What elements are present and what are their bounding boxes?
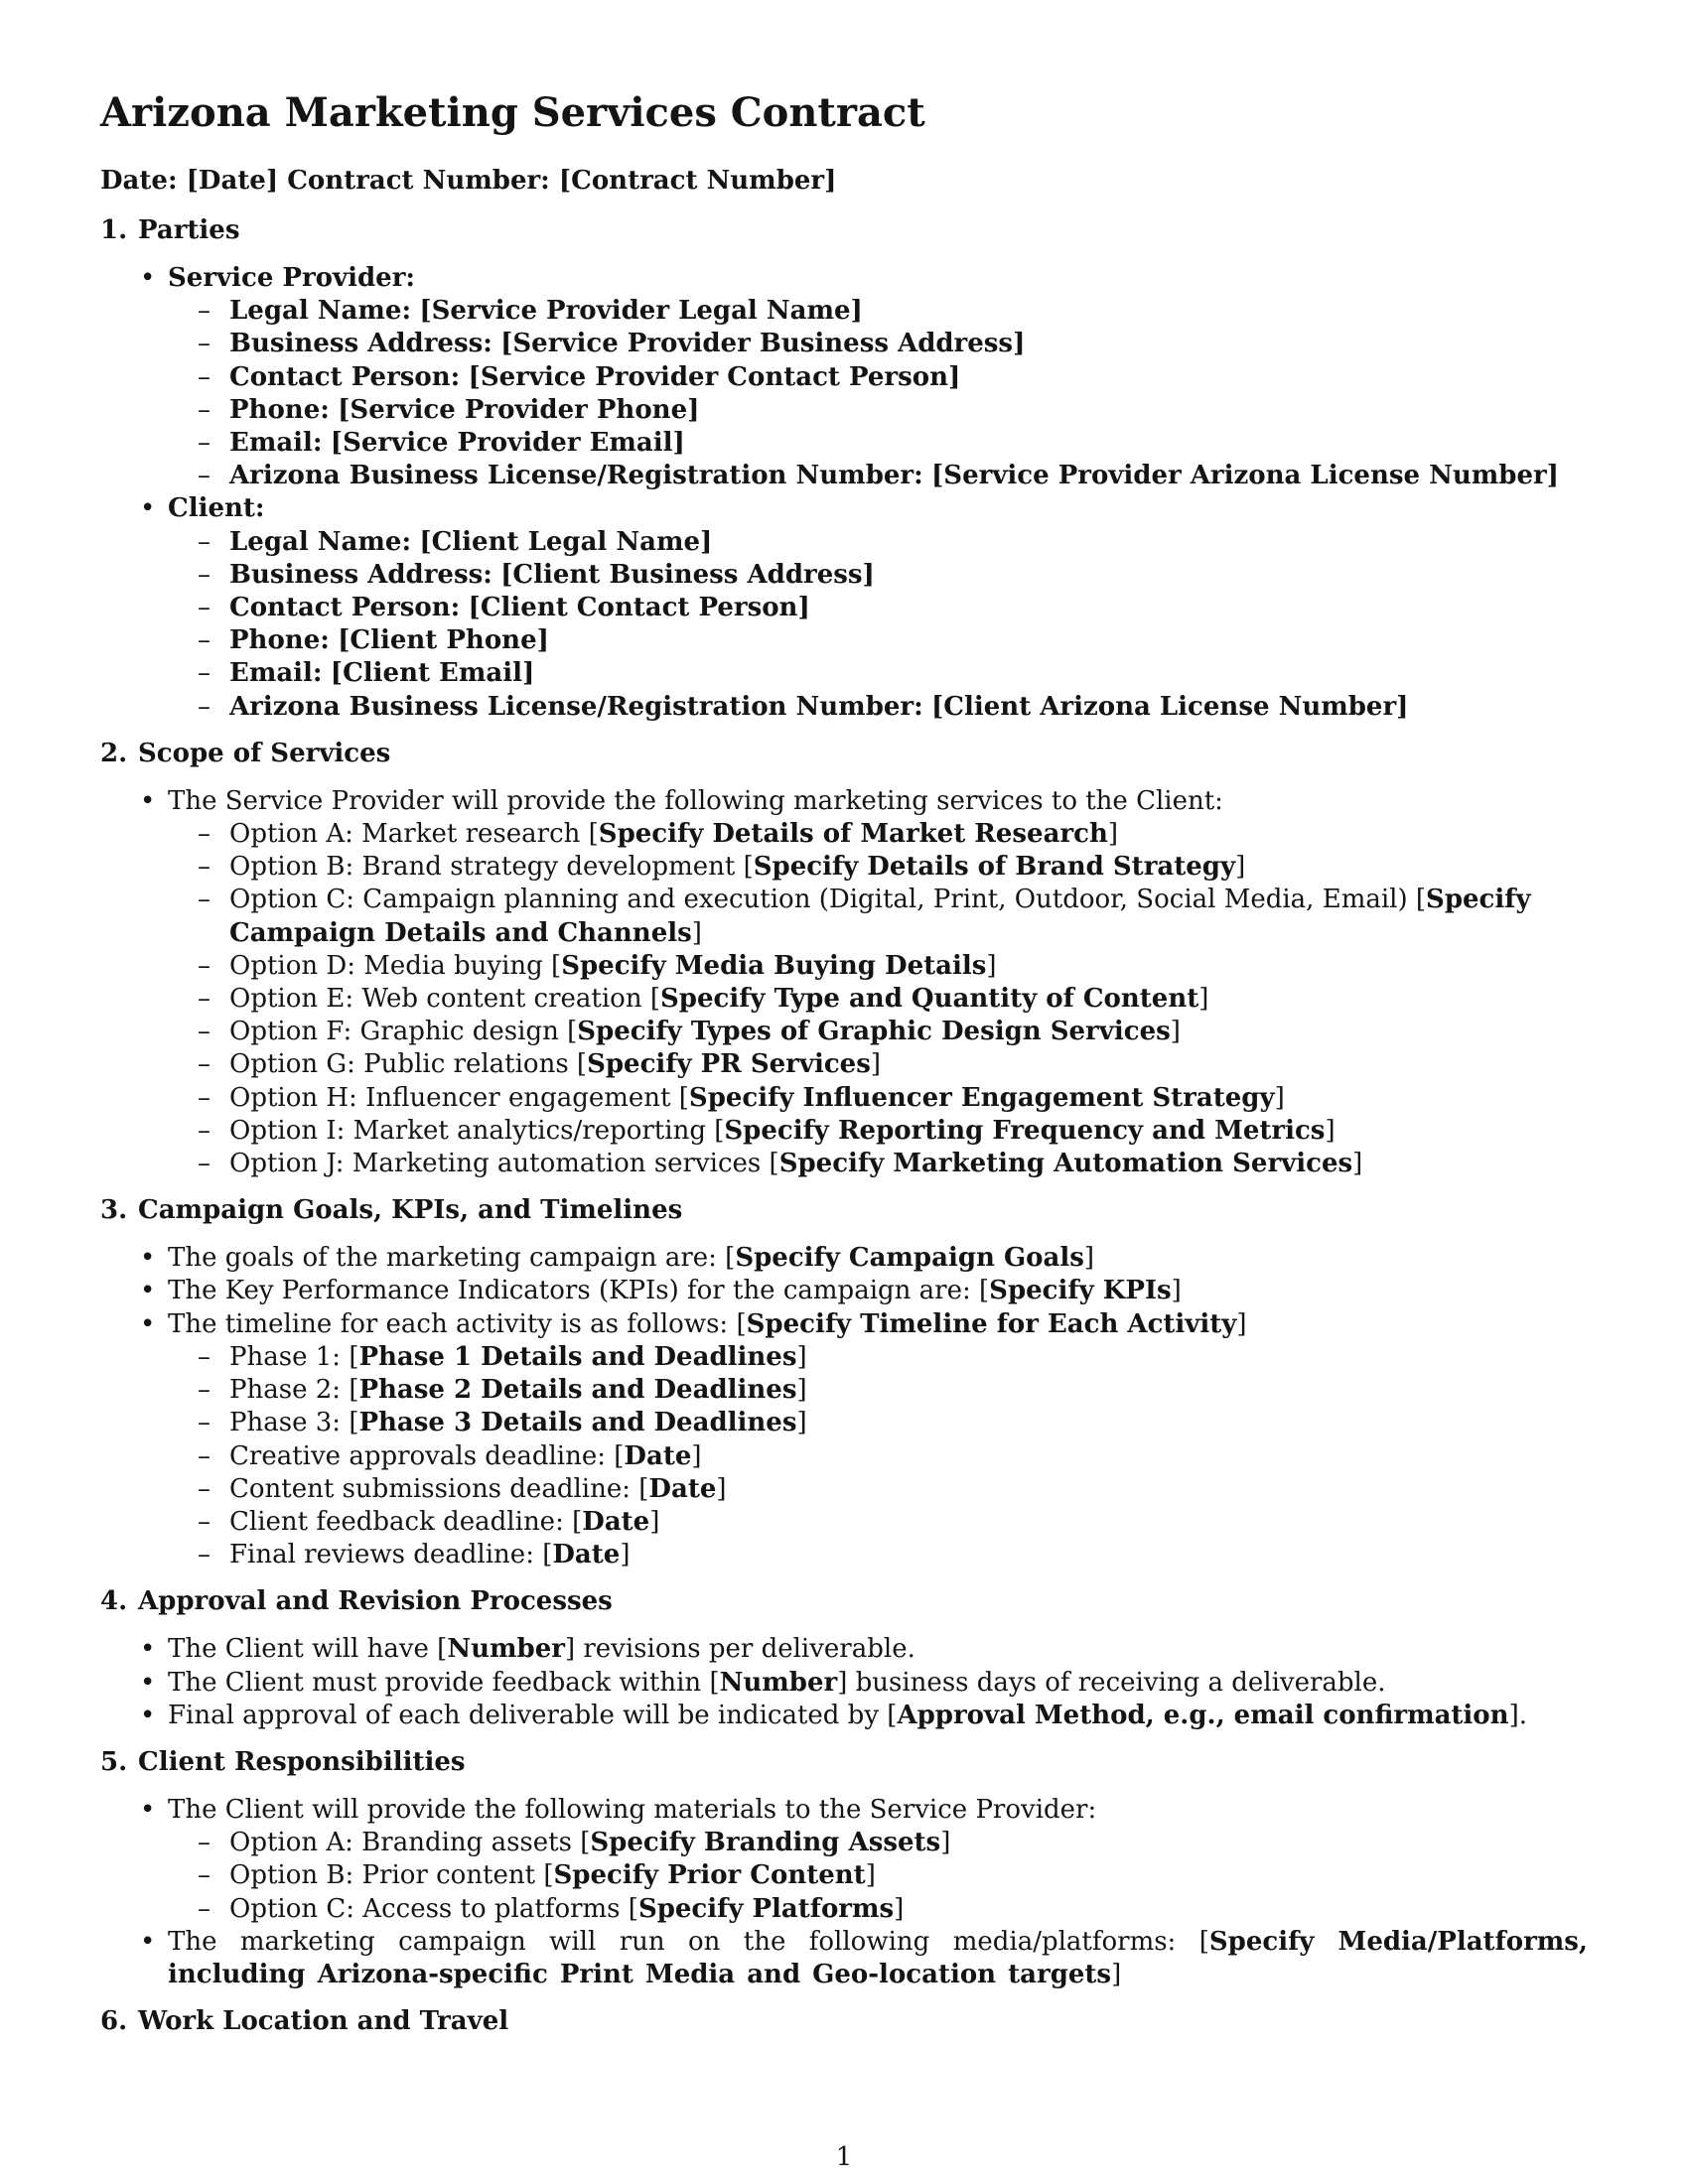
goal-item: • The timeline for each activity is as follows: [Specify Timeline for Each Activity] – Phase 1: [Phase 1 Details and Deadlines] – Phase 2: [Phase 2 Details and Deadlines] – Phase 3: [Phase 3 Details and Deadlines] – Creative approvals deadline: [Date] – Content submissions deadline: [Date] – Client feedback deadline: [Date] – Final reviews deadline: [Date] [168, 1308, 1588, 1572]
field-value: [Client Contact Person] [468, 593, 810, 623]
section-heading: 2. Scope of Services [100, 738, 391, 768]
section-heading: 5. Client Responsibilities [100, 1746, 466, 1777]
section-heading: 4. Approval and Revision Processes [100, 1586, 613, 1617]
client-item [168, 492, 1588, 723]
service-provider-field [229, 427, 1588, 460]
field-label: Legal Name: [229, 526, 412, 557]
item-text: Option F: Graphic design [229, 1017, 568, 1047]
item-text: Option I: Market analytics/reporting [229, 1115, 715, 1146]
field-label: Contact Person: [229, 361, 461, 392]
goals-list [100, 1242, 1588, 1571]
item-text: Option A: Market research [229, 819, 589, 850]
section-work-location [100, 2003, 1588, 2039]
parties-list [100, 262, 1588, 724]
scope-option: – Option I: Market analytics/reporting [Specify Reporting Frequency and Metrics] [229, 1115, 1588, 1148]
item-text-after: . [1518, 1700, 1527, 1730]
service-provider-field [229, 361, 1588, 394]
scope-options [168, 818, 1588, 1180]
client-field [229, 592, 1588, 624]
document-page [100, 85, 1588, 2051]
item-placeholder: Specify Prior Content [553, 1860, 866, 1891]
field-label: Business Address: [229, 559, 492, 590]
timeline-item: – Phase 2: [Phase 2 Details and Deadlines] [229, 1374, 1588, 1407]
item-placeholder: Specify Campaign Details and Channels [229, 885, 1531, 948]
item-text: Option B: Prior content [229, 1860, 544, 1891]
item-placeholder: Date [648, 1473, 717, 1504]
scope-option: – Option B: Brand strategy development [Specify Details of Brand Strategy] [229, 851, 1588, 884]
item-text: Option D: Media buying [229, 950, 552, 981]
item-placeholder: Approval Method, e.g., email confirmation [897, 1700, 1509, 1730]
scope-option: – Option C: Campaign planning and execution (Digital, Print, Outdoor, Social Media, Email) [Specify Campaign Details and Channels] [229, 884, 1588, 949]
field-label: Arizona Business License/Registration Number: [229, 691, 923, 722]
item-placeholder: Specify Media Buying Details [561, 950, 987, 981]
materials-option: – Option B: Prior content [Specify Prior Content] [229, 1859, 1588, 1892]
section-heading: 6. Work Location and Travel [100, 2006, 509, 2037]
service-provider-item [168, 262, 1588, 492]
item-placeholder: Specify Details of Market Research [598, 819, 1108, 850]
item-text: Option A: Branding assets [229, 1828, 581, 1858]
goal-item: • The goals of the marketing campaign are: [Specify Campaign Goals] [168, 1242, 1588, 1275]
client-field [229, 526, 1588, 559]
approval-item: • The Client must provide feedback within [Number] business days of receiving a deliverable. [168, 1667, 1588, 1700]
item-placeholder: Specify Marketing Automation Services [778, 1149, 1353, 1179]
item-placeholder: Specify Platforms [637, 1893, 895, 1924]
scope-option: – Option H: Influencer engagement [Specify Influencer Engagement Strategy] [229, 1082, 1588, 1115]
approval-item: • The Client will have [Number] revisions per deliverable. [168, 1633, 1588, 1666]
goal-item: • The Key Performance Indicators (KPIs) for the campaign are: [Specify KPIs] [168, 1275, 1588, 1307]
item-text: Content submissions deadline: [229, 1473, 639, 1504]
field-value: [Client Arizona License Number] [930, 691, 1409, 722]
timeline-item: – Final reviews deadline: [Date] [229, 1539, 1588, 1571]
item-text: Phase 2: [229, 1375, 350, 1406]
item-text: Option C: Campaign planning and execution (Digital, Print, Outdoor, Social Media, Email) [229, 885, 1416, 915]
scope-option: – Option G: Public relations [Specify PR Services] [229, 1048, 1588, 1081]
field-value: [Service Provider Business Address] [500, 329, 1026, 359]
client-field [229, 559, 1588, 592]
section-heading: 1. Parties [100, 215, 240, 245]
scope-option: – Option A: Market research [Specify Details of Market Research] [229, 818, 1588, 851]
materials-options [168, 1827, 1588, 1926]
field-value: [Client Legal Name] [419, 526, 713, 557]
item-placeholder: Specify Details of Brand Strategy [753, 852, 1236, 883]
timeline-item: – Content submissions deadline: [Date] [229, 1473, 1588, 1506]
materials-option: – Option C: Access to platforms [Specify Platforms] [229, 1893, 1588, 1926]
section-scope [100, 736, 1588, 1180]
item-text: Option G: Public relations [229, 1049, 577, 1080]
scope-option: – Option E: Web content creation [Specify Type and Quantity of Content] [229, 983, 1588, 1016]
service-provider-field [229, 328, 1588, 360]
section-client-responsibilities [100, 1744, 1588, 1991]
item-placeholder: Specify PR Services [587, 1049, 871, 1080]
client-label: Client: [168, 493, 265, 524]
scope-list [100, 785, 1588, 1180]
client-resp-list [100, 1794, 1588, 1991]
page-number: 1 [835, 2142, 853, 2172]
item-placeholder: Specify Type and Quantity of Content [660, 984, 1199, 1015]
date-contract-line: Date: [Date] Contract Number: [Contract Number] [100, 166, 837, 196]
item-text: The timeline for each activity is as follows: [168, 1308, 737, 1339]
item-text-after: business days of receiving a deliverable. [847, 1667, 1386, 1698]
item-text-after: revisions per deliverable. [575, 1634, 915, 1665]
client-field [229, 624, 1588, 657]
item-text: The goals of the marketing campaign are: [168, 1243, 726, 1274]
timeline-item: – Creative approvals deadline: [Date] [229, 1440, 1588, 1473]
item-text: The Client will have [168, 1634, 438, 1665]
item-placeholder: Specify Campaign Goals [735, 1243, 1084, 1274]
scope-intro-item: • The Service Provider will provide the following marketing services to the Client: – Option A: Market research [Specify Details of Market Research] – Option B: Brand strategy development [Specify Details of Brand Strategy] – Option C: Campaign planning and execution (Digital, Print, Outdoor, Social Media, Email) [Specify Campaign Details and Channels] – Option D: Media buying [Specify Media Buying Details] – Option E: Web content creation [Specify Type and Quantity of Content] – Option F: Graphic design [Specify Types of Graphic Design Services] – Option G: Public relations [Specify PR Services] – Option H: Influencer engagement [Specify Influencer Engagement Strategy] – Option I: Market analytics/reporting [Specify Reporting Frequency and Metrics] – Option J: Marketing automation services [Specify Marketing Automation Services] [168, 785, 1588, 1180]
item-text: Option C: Access to platforms [229, 1893, 629, 1924]
field-label: Email: [229, 658, 323, 689]
section-parties [100, 212, 1588, 724]
item-placeholder: Number [447, 1634, 565, 1665]
field-value: [Service Provider Email] [330, 428, 685, 459]
section-approval [100, 1583, 1588, 1732]
field-value: [Service Provider Arizona License Number] [930, 461, 1559, 491]
materials-option: – Option A: Branding assets [Specify Branding Assets] [229, 1827, 1588, 1859]
field-label: Legal Name: [229, 296, 412, 327]
field-label: Business Address: [229, 329, 492, 359]
timeline-item: – Phase 3: [Phase 3 Details and Deadlines] [229, 1407, 1588, 1439]
service-provider-field [229, 394, 1588, 427]
item-text: Final reviews deadline: [229, 1540, 543, 1570]
section-goals [100, 1192, 1588, 1571]
approval-item: • Final approval of each deliverable will be indicated by [Approval Method, e.g., email confirmation]. [168, 1700, 1588, 1732]
item-placeholder: Date [582, 1506, 650, 1537]
item-text: The Client must provide feedback within [168, 1667, 710, 1698]
field-label: Contact Person: [229, 593, 461, 623]
materials-item: • The Client will provide the following materials to the Service Provider: – Option A: Branding assets [Specify Branding Assets] – Option B: Prior content [Specify Prior Content] – Option C: Access to platforms [Specify Platforms] [168, 1794, 1588, 1926]
media-item: • The marketing campaign will run on the following media/platforms: [Specify Media/Platforms, including Arizona-specific Print Media and Geo-location targets] [168, 1926, 1588, 1991]
service-provider-field [229, 460, 1588, 492]
item-text: Option H: Influencer engagement [229, 1082, 679, 1113]
item-placeholder: Phase 3 Details and Deadlines [358, 1408, 797, 1438]
service-provider-label: Service Provider: [168, 263, 416, 293]
field-value: [Client Email] [330, 658, 535, 689]
item-placeholder: Specify Influencer Engagement Strategy [688, 1082, 1275, 1113]
item-text: Option E: Web content creation [229, 984, 650, 1015]
document-title: Arizona Marketing Services Contract [100, 89, 925, 136]
item-placeholder: Specify Timeline for Each Activity [746, 1308, 1237, 1339]
field-value: [Service Provider Phone] [338, 394, 700, 425]
item-placeholder: Phase 1 Details and Deadlines [358, 1341, 797, 1372]
item-placeholder: Specify Branding Assets [590, 1828, 941, 1858]
scope-option: – Option F: Graphic design [Specify Types of Graphic Design Services] [229, 1016, 1588, 1048]
field-label: Arizona Business License/Registration Number: [229, 461, 923, 491]
field-label: Email: [229, 428, 323, 459]
timeline-list [168, 1341, 1588, 1571]
client-field [229, 691, 1588, 724]
field-value: [Service Provider Contact Person] [468, 361, 961, 392]
item-text: Client feedback deadline: [229, 1506, 573, 1537]
field-value: [Service Provider Legal Name] [419, 296, 863, 327]
timeline-item: – Phase 1: [Phase 1 Details and Deadlines] [229, 1341, 1588, 1374]
client-fields [168, 526, 1588, 724]
scope-option: – Option D: Media buying [Specify Media Buying Details] [229, 950, 1588, 983]
item-placeholder: Date [624, 1440, 692, 1471]
section-heading: 3. Campaign Goals, KPIs, and Timelines [100, 1195, 683, 1226]
service-provider-field [229, 295, 1588, 328]
item-placeholder: Specify KPIs [989, 1276, 1172, 1306]
item-text: Option J: Marketing automation services [229, 1149, 770, 1179]
field-label: Phone: [229, 394, 330, 425]
item-text: Phase 1: [229, 1341, 350, 1372]
item-placeholder: Number [719, 1667, 838, 1698]
approval-list [100, 1633, 1588, 1732]
item-text: The Key Performance Indicators (KPIs) for the campaign are: [168, 1276, 980, 1306]
scope-option: – Option J: Marketing automation services [Specify Marketing Automation Services] [229, 1148, 1588, 1180]
timeline-item: – Client feedback deadline: [Date] [229, 1506, 1588, 1539]
item-placeholder: Date [552, 1540, 621, 1570]
field-label: Phone: [229, 625, 330, 656]
item-placeholder: Specify Types of Graphic Design Services [577, 1017, 1171, 1047]
item-text: Phase 3: [229, 1408, 350, 1438]
item-placeholder: Specify Reporting Frequency and Metrics [724, 1115, 1326, 1146]
item-placeholder: Phase 2 Details and Deadlines [358, 1375, 797, 1406]
field-value: [Client Phone] [338, 625, 549, 656]
service-provider-fields [168, 295, 1588, 492]
item-text: Option B: Brand strategy development [229, 852, 744, 883]
client-field [229, 657, 1588, 690]
field-value: [Client Business Address] [500, 559, 875, 590]
item-text: Creative approvals deadline: [229, 1440, 615, 1471]
item-text: Final approval of each deliverable will be indicated by [168, 1700, 888, 1730]
